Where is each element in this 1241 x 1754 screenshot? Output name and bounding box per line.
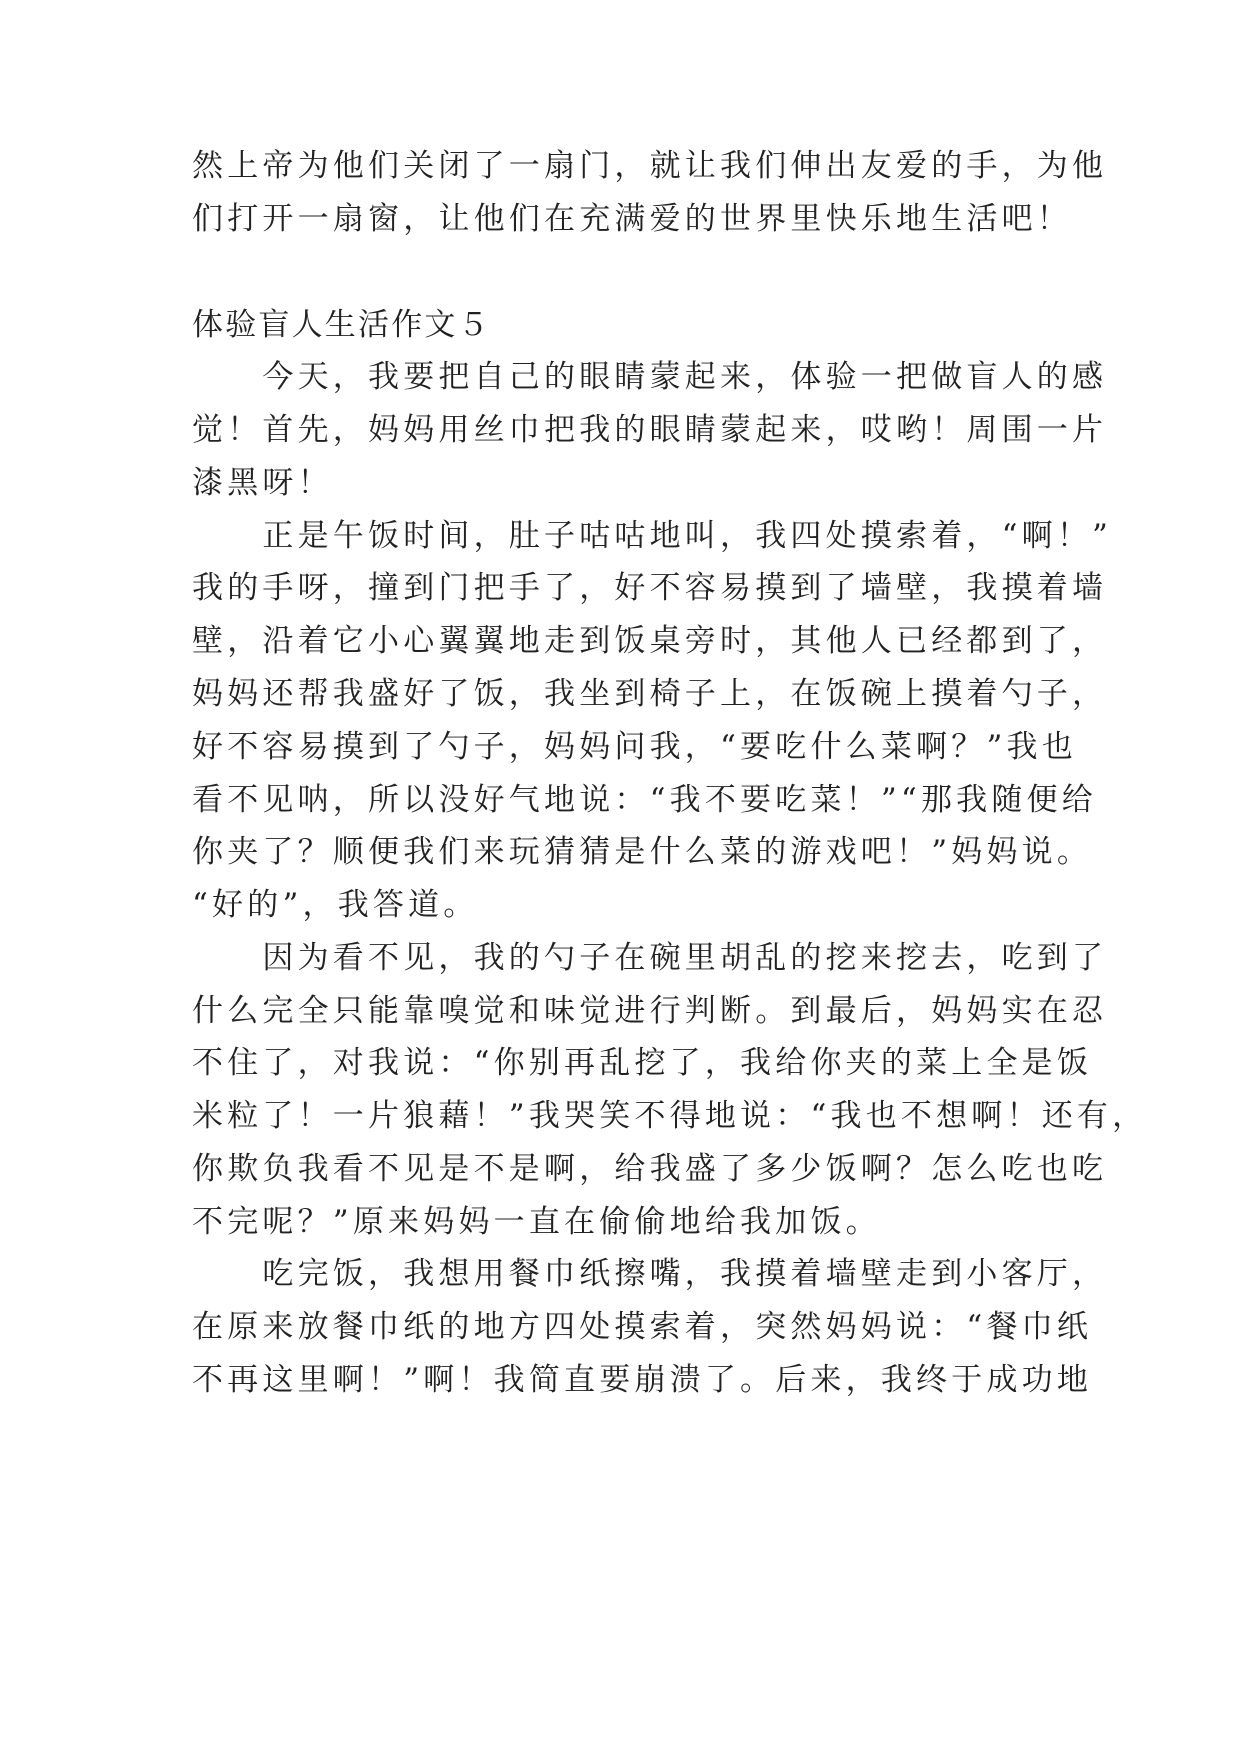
body-line: 妈妈还帮我盛好了饭，我坐到椅子上，在饭碗上摸着勺子，: [192, 676, 1108, 712]
body-line: 不完呢？”原来妈妈一直在偷偷地给我加饭。: [192, 1204, 881, 1240]
body-line: 不再这里啊！”啊！我简直要崩溃了。后来，我终于成功地: [192, 1362, 1093, 1398]
body-line: 觉！首先，妈妈用丝巾把我的眼睛蒙起来，哎哟！周围一片: [192, 412, 1108, 448]
body-line: 不住了，对我说：“你别再乱挖了，我给你夹的菜上全是饭: [192, 1045, 1093, 1081]
body-line: 在原来放餐巾纸的地方四处摸索着，突然妈妈说：“餐巾纸: [192, 1309, 1093, 1345]
intro-line: 们打开一扇窗，让他们在充满爱的世界里快乐地生活吧！: [192, 201, 1072, 237]
body-line: 你夹了？顺便我们来玩猜猜是什么菜的游戏吧！”妈妈说。: [192, 834, 1093, 870]
section-title: 体验盲人生活作文５: [192, 307, 491, 343]
body-line: 你欺负我看不见是不是啊，给我盛了多少饭啊？怎么吃也吃: [192, 1151, 1108, 1187]
body-line: 正是午饭时间，肚子咕咕地叫，我四处摸索着，“啊！”: [192, 518, 1113, 554]
body-line: 什么完全只能靠嗅觉和味觉进行判断。到最后，妈妈实在忍: [192, 993, 1108, 1029]
body-line: 看不见呐，所以没好气地说：“我不要吃菜！”“那我随便给: [192, 782, 1097, 818]
body-line: 漆黑呀！: [192, 465, 333, 501]
body-line: 米粒了！一片狼藉！”我哭笑不得地说：“我也不想啊！还有，: [192, 1098, 1148, 1134]
body-line: “好的”，我答道。: [192, 887, 479, 923]
body-line: 今天，我要把自己的眼睛蒙起来，体验一把做盲人的感: [192, 359, 1108, 395]
body-line: 好不容易摸到了勺子，妈妈问我，“要吃什么菜啊？”我也: [192, 729, 1077, 765]
intro-line: 然上帝为他们关闭了一扇门，就让我们伸出友爱的手，为他: [192, 148, 1108, 184]
body-line: 壁，沿着它小心翼翼地走到饭桌旁时，其他人已经都到了，: [192, 623, 1108, 659]
body-line: 吃完饭，我想用餐巾纸擦嘴，我摸着墙壁走到小客厅，: [192, 1256, 1108, 1292]
body-line: 我的手呀，撞到门把手了，好不容易摸到了墙壁，我摸着墙: [192, 570, 1108, 606]
body-line: 因为看不见，我的勺子在碗里胡乱的挖来挖去，吃到了: [192, 940, 1108, 976]
